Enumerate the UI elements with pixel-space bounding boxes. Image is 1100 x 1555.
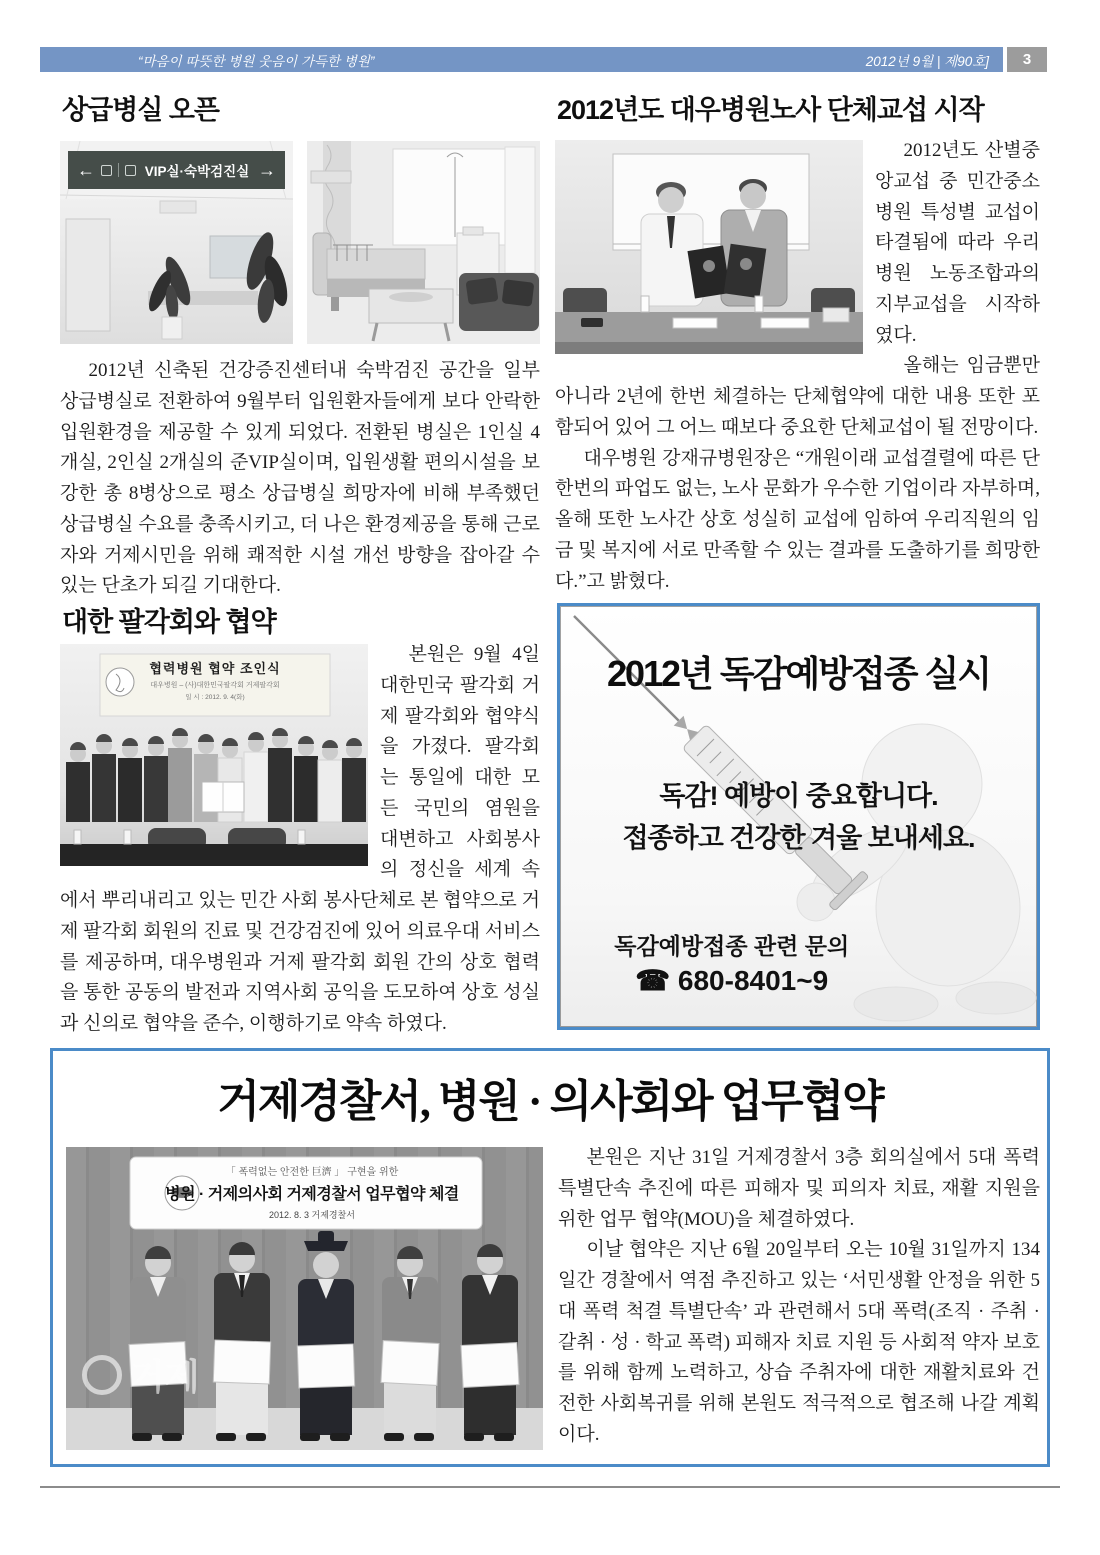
page-number-badge: 3 bbox=[1007, 47, 1047, 72]
handshake-photo-art bbox=[555, 140, 863, 354]
sign-arrow-right-icon: → bbox=[258, 160, 276, 180]
ward-body bbox=[60, 356, 540, 602]
sign-pictogram-icon bbox=[101, 165, 112, 176]
union-paragraph-3: 대우병원 강재규병원장은 “개원이래 교섭결렬에 따른 단 한번의 파업도 없는, 노사 문화가 우수한 기업이라 자부하며, 올해 또한 노사간 상호 성실히 교섭에 임하여 우리직원의 임금 및 복지에 서로 만족할 수 있는 결과를 도출하기를 희망한다.”고 밝혔다. bbox=[555, 447, 1040, 592]
corridor-direction-sign bbox=[68, 151, 285, 189]
palgak-banner-title: 협력병원 협약 조인식 bbox=[149, 661, 281, 676]
palgak-paragraph: 본원은 9월 4일 대한민국 팔각회 거제 팔각회와 협약식을 가졌다. 팔각회는 통일에 대한 모든 국민의 염원을 대변하고 사회봉사의 정신을 세계 속에서 뿌리내리고 있는 민간 사회 봉사단체로 본 협약으로 거제 팔각회 회원의 진료 및 건강검진에 있어 의료우대 서비스를 제공하며, 대우병원과 거제 팔각회 회원 간의 상호 협력을 통한 공동의 발전과 지역사회 공익을 도모하여 상호 성실과 신의로 협약을 준수, 이행하기로 약속 하였다. bbox=[60, 644, 540, 1035]
police-banner-line3: 2012. 8. 3 거제경찰서 bbox=[268, 1210, 355, 1220]
mou-box bbox=[50, 1048, 1050, 1467]
article-title-palgak: 대한 팔각회와 협약 bbox=[62, 607, 276, 637]
article-title-union: 2012년도 대우병원노사 단체교섭 시작 bbox=[557, 95, 984, 125]
watermark-text: 거제 bbox=[130, 1356, 200, 1397]
header-bar bbox=[40, 47, 1003, 72]
union-paragraph-1: 2012년도 산별중앙교섭 중 민간중소병원 특성별 교섭이 타결됨에 따라 우리병원 노동조합과의 지부교섭을 시작하였다. bbox=[875, 140, 1040, 346]
header-issue: 2012년 9월 | 제90호] bbox=[865, 53, 989, 69]
palgak-article bbox=[60, 640, 540, 1040]
flu-ad-phone: ☎ 680-8401~9 bbox=[635, 965, 829, 996]
police-banner-line1: 「 폭력없는 안전한 巨濟 」 구현을 위한 bbox=[225, 1167, 399, 1178]
union-paragraph-2: 올해는 임금뿐만 아니라 2년에 한번 체결하는 단체협약에 대한 내용 또한 포함되어 있어 그 어느 때보다 중요한 단체교섭이 될 전망이다. bbox=[555, 355, 1040, 438]
sign-label: VIP실·숙박검진실 bbox=[144, 164, 250, 179]
ward-photo-corridor bbox=[60, 141, 293, 344]
union-article bbox=[555, 136, 1040, 597]
header-slogan: “마음이 따뜻한 병원 웃음이 가득한 병원” bbox=[138, 53, 375, 69]
sign-arrow-left-icon: ← bbox=[77, 160, 95, 180]
room-photo-art bbox=[307, 141, 540, 344]
mou-paragraph-1: 본원은 지난 31일 거제경찰서 3층 회의실에서 5대 폭력 특별단속 추진에 따른 피해자 및 피의자 치료, 재활 지원을 위한 업무 협약(MOU)을 체결하였다. bbox=[558, 1147, 1040, 1230]
flu-ad-line2: 접종하고 건강한 겨울 보내세요. bbox=[622, 823, 975, 853]
flu-ad-box bbox=[557, 603, 1040, 1030]
flu-ad-contact-label: 독감예방접종 관련 문의 bbox=[614, 933, 850, 959]
mou-paragraph-2: 이날 협약은 지난 6월 20일부터 오는 10월 31일까지 134일간 경찰에서 역점 추진하고 있는 ‘서민생활 안정을 위한 5대 폭력 척결 특별단속’ 과 관련해서 5대 폭력(조직 · 주취 · 갈취 · 성 · 학교 폭력) 피해자 치료 지원 등 사회적 약자 보호를 위해 함께 노력하고, 상습 주취자에 대한 재활치료와 건전한 사회복귀를 위해 본원도 적극적으로 협조해 나갈 계획이다. bbox=[558, 1239, 1040, 1445]
mou-body bbox=[558, 1143, 1040, 1451]
palgak-banner bbox=[100, 658, 330, 701]
police-banner bbox=[162, 1163, 462, 1221]
palgak-banner-date: 일 시 : 2012. 9. 4(화) bbox=[185, 694, 245, 701]
ward-paragraph: 2012년 신축된 건강증진센터내 숙박검진 공간을 일부 상급병실로 전환하여 9월부터 입원환자들에게 보다 안락한 입원환경을 제공할 수 있게 되었다. 전환된 병실은 1인실 4개실, 2인실 2개실의 준VIP실이며, 입원생활 편의시설을 보강한 총 8병상으로 평소 상급병실 희망자에 비해 부족했던 상급병실 수요를 충족시키고, 더 나은 환경제공을 통해 근로자와 거제시민을 위해 쾌적한 시설 개선 방향을 잡아갈 수 있는 단초가 되길 기대한다. bbox=[60, 360, 540, 597]
watermark-logo-icon bbox=[82, 1355, 122, 1395]
palgak-photo-group bbox=[60, 644, 368, 866]
article-title-ward: 상급병실 오픈 bbox=[62, 95, 219, 125]
flu-ad-title: 2012년 독감예방접종 실시 bbox=[606, 653, 991, 694]
mou-photo-police bbox=[66, 1147, 543, 1450]
palgak-banner-sub: 대우병원 – (사)대한민국팔각회 거제팔각회 bbox=[150, 682, 280, 689]
police-banner-line2: 병원 · 거제의사회 거제경찰서 업무협약 체결 bbox=[165, 1186, 459, 1203]
ward-photo-room bbox=[307, 141, 540, 344]
sign-pictogram-icon bbox=[125, 165, 136, 176]
footer-rule bbox=[40, 1486, 1060, 1488]
sign-divider bbox=[118, 163, 119, 177]
flu-ad-line1: 독감! 예방이 중요합니다. bbox=[659, 781, 938, 811]
photo-watermark bbox=[82, 1349, 200, 1400]
mou-title: 거제경찰서, 병원 · 의사회와 업무협약 bbox=[217, 1077, 883, 1126]
union-photo-handshake bbox=[555, 140, 863, 354]
